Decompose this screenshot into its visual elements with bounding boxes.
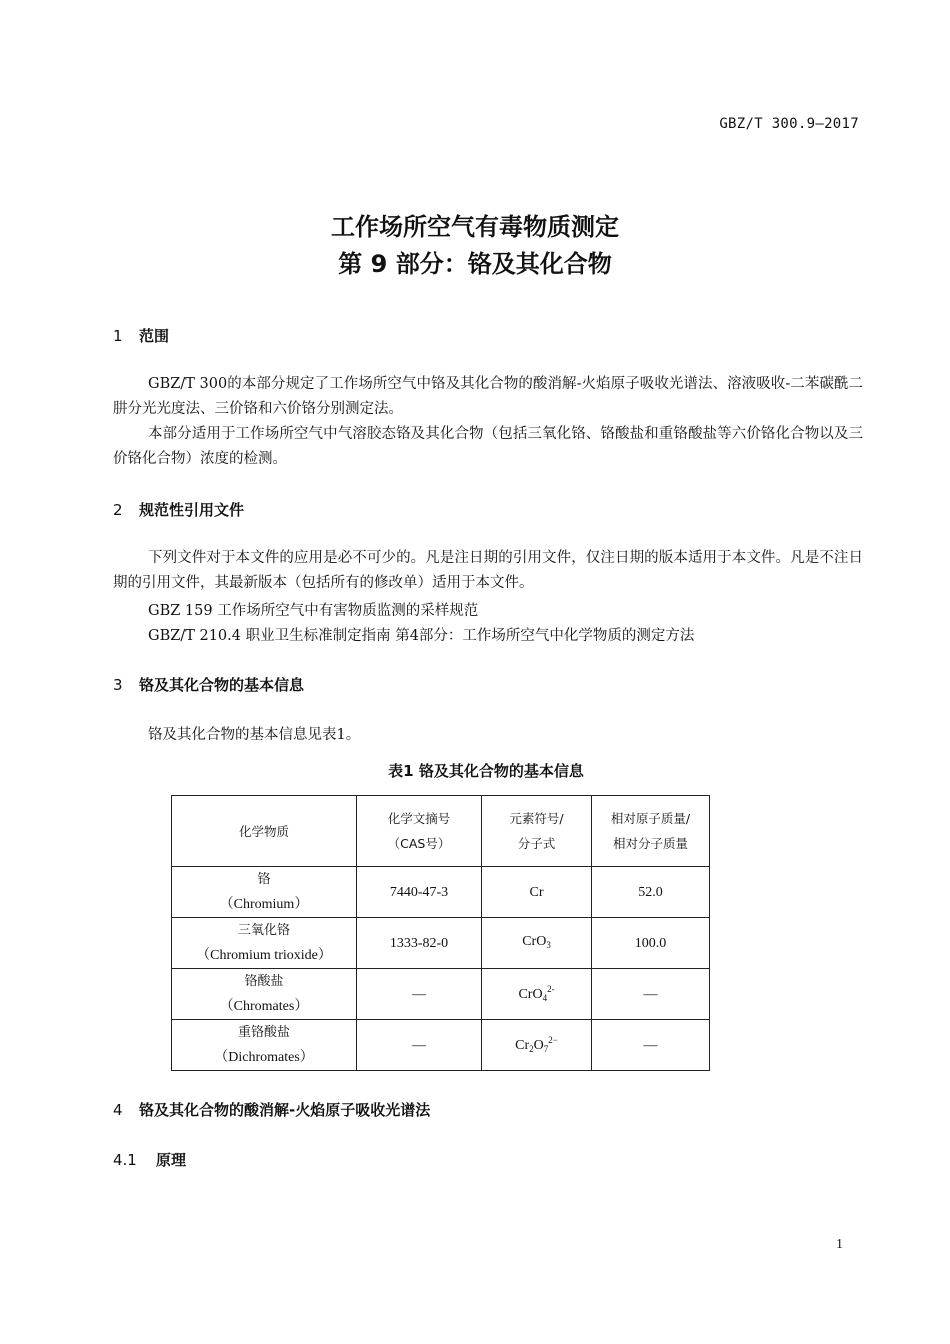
cell-cas: 7440-47-3 xyxy=(357,867,482,918)
section-3-paragraph-1: 铬及其化合物的基本信息见表1。 xyxy=(148,727,361,743)
cell-cas: — xyxy=(357,1020,482,1071)
section-2-paragraph-1: 下列文件对于本文件的应用是必不可少的。凡是注日期的引用文件，仅注日期的版本适用于本文件。凡是不注日期的引用文件，其最新版本（包括所有的修改单）适用于本文件。 xyxy=(113,550,863,591)
cell-mass: — xyxy=(592,1020,710,1071)
section-4-heading xyxy=(113,1099,430,1120)
header-cas: 化学文摘号 （CAS号） xyxy=(357,796,482,867)
cell-mass: — xyxy=(592,969,710,1020)
section-number: 1 xyxy=(113,327,123,345)
section-number: 2 xyxy=(113,501,123,519)
cell-substance: 重铬酸盐 （Dichromates） xyxy=(172,1020,357,1071)
section-1-heading xyxy=(113,325,169,346)
section-title: 铬及其化合物的基本信息 xyxy=(139,676,305,694)
header-formula: 元素符号/ 分子式 xyxy=(482,796,592,867)
cell-cas: — xyxy=(357,969,482,1020)
section-1-paragraph-2: 本部分适用于工作场所空气中气溶胶态铬及其化合物（包括三氧化铬、铬酸盐和重铬酸盐等六价铬化合物以及三价铬化合物）浓度的检测。 xyxy=(113,426,863,467)
reference-gbz-159: GBZ 159 工作场所空气中有害物质监测的采样规范 xyxy=(148,603,479,619)
cell-mass: 100.0 xyxy=(592,918,710,969)
header-substance: 化学物质 xyxy=(172,796,357,867)
document-title: 工作场所空气有毒物质测定 xyxy=(331,213,619,241)
section-3-heading xyxy=(113,674,304,695)
chromium-info-table xyxy=(171,795,710,1071)
table-row xyxy=(172,918,710,969)
section-title: 原理 xyxy=(156,1151,187,1169)
section-4-1-heading xyxy=(113,1149,186,1170)
reference-gbzt-210-4: GBZ/T 210.4 职业卫生标准制定指南 第4部分：工作场所空气中化学物质的测定方法 xyxy=(148,628,695,644)
section-title: 规范性引用文件 xyxy=(139,501,245,519)
section-2-heading xyxy=(113,499,244,520)
cell-formula: $Cr_2O_7^{2-}$ xyxy=(482,1020,592,1071)
cell-formula: Cr xyxy=(482,867,592,918)
table-caption: 表1 铬及其化合物的基本信息 xyxy=(388,762,584,780)
table-header-row xyxy=(172,796,710,867)
table-row xyxy=(172,1020,710,1071)
section-number: 4 xyxy=(113,1101,123,1119)
cell-substance: 铬酸盐 （Chromates） xyxy=(172,969,357,1020)
header-mass: 相对原子质量/ 相对分子质量 xyxy=(592,796,710,867)
document-subtitle: 第 9 部分：铬及其化合物 xyxy=(338,250,612,278)
cell-mass: 52.0 xyxy=(592,867,710,918)
cell-formula: CrO$_4^{2-}$ xyxy=(482,969,592,1020)
section-number: 4.1 xyxy=(113,1151,137,1169)
cell-formula: CrO$_3$ xyxy=(482,918,592,969)
cell-substance: 三氧化铬 （Chromium trioxide） xyxy=(172,918,357,969)
section-1-paragraph-1: GBZ/T 300的本部分规定了工作场所空气中铬及其化合物的酸消解-火焰原子吸收光谱法、溶液吸收-二苯碳酰二肼分光光度法、三价铬和六价铬分别测定法。 xyxy=(113,376,863,417)
page-number: 1 xyxy=(836,1237,843,1252)
section-title: 铬及其化合物的酸消解-火焰原子吸收光谱法 xyxy=(139,1101,431,1119)
section-number: 3 xyxy=(113,676,123,694)
table-row xyxy=(172,867,710,918)
cell-substance: 铬 （Chromium） xyxy=(172,867,357,918)
section-title: 范围 xyxy=(139,327,170,345)
standard-code: GBZ/T 300.9—2017 xyxy=(719,116,859,132)
table-row xyxy=(172,969,710,1020)
cell-cas: 1333-82-0 xyxy=(357,918,482,969)
